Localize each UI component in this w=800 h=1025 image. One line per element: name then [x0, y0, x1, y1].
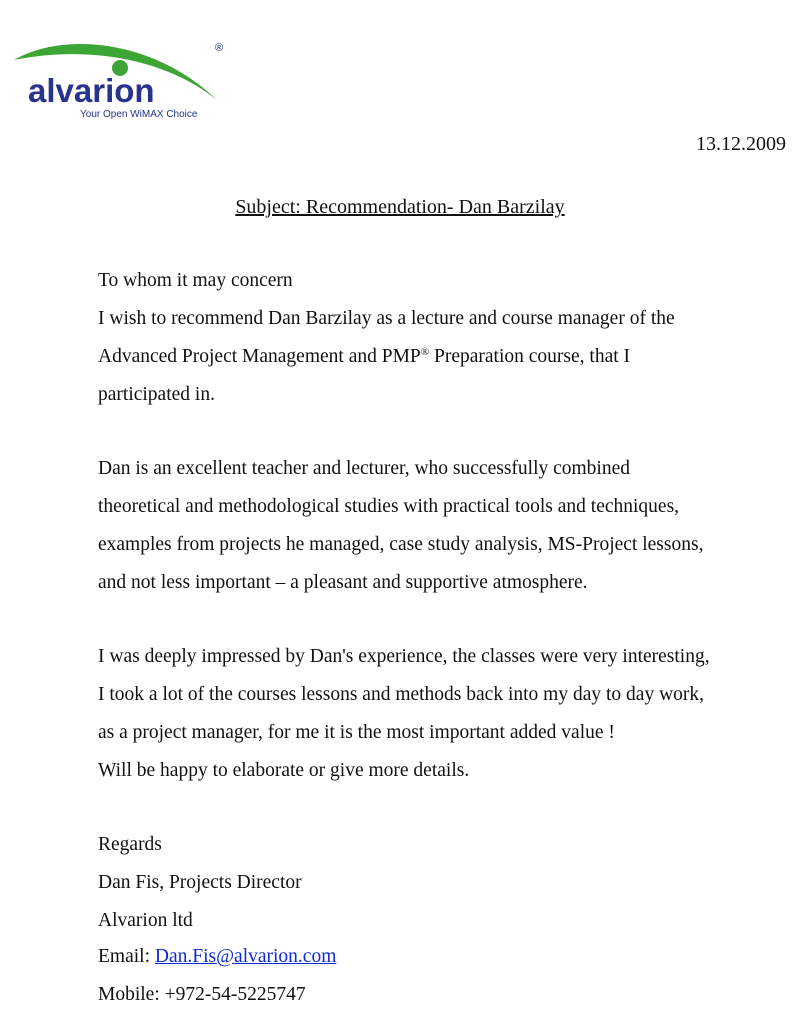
paragraph2-line: examples from projects he managed, case study analysis, MS-Project lessons,: [98, 534, 704, 555]
text-segment: Preparation course, that I: [429, 346, 631, 367]
email-label: Email:: [98, 946, 155, 967]
registered-mark: ®: [420, 346, 430, 358]
paragraph3-line: I took a lot of the courses lessons and methods back into my day to day work,: [98, 684, 705, 705]
paragraph2-line: theoretical and methodological studies with practical tools and techniques,: [98, 496, 680, 517]
paragraph3-line: as a project manager, for me it is the most important added value !: [98, 722, 615, 743]
salutation: To whom it may concern: [98, 270, 293, 291]
logo-registered: ®: [215, 42, 224, 54]
alvarion-logo: [12, 38, 234, 122]
paragraph1-line: [98, 346, 630, 368]
paragraph2-line: Dan is an excellent teacher and lecturer, who successfully combined: [98, 458, 631, 479]
signer-company: Alvarion ltd: [98, 910, 193, 931]
closing: Regards: [98, 834, 162, 855]
paragraph1-line: participated in.: [98, 384, 215, 405]
letter-subject: Subject: Recommendation- Dan Barzilay: [235, 196, 565, 218]
letter-date: 13.12.2009: [696, 133, 786, 155]
logo-wordmark: alvarion: [28, 72, 155, 109]
email-line: [98, 946, 336, 968]
paragraph3-line: I was deeply impressed by Dan's experience, the classes were very interesting,: [98, 646, 710, 667]
email-link[interactable]: Dan.Fis@alvarion.com: [154, 946, 337, 967]
paragraph2-line: and not less important – a pleasant and supportive atmosphere.: [98, 572, 588, 593]
mobile-line: Mobile: +972-54-5225747: [98, 984, 306, 1005]
logo-tagline: Your Open WiMAX Choice: [80, 109, 198, 120]
text-segment: Advanced Project Management and PMP: [98, 346, 421, 367]
paragraph3-line: Will be happy to elaborate or give more details.: [98, 760, 470, 781]
paragraph1-line: I wish to recommend Dan Barzilay as a lecture and course manager of the: [98, 308, 675, 329]
signer-name-title: Dan Fis, Projects Director: [98, 872, 302, 893]
